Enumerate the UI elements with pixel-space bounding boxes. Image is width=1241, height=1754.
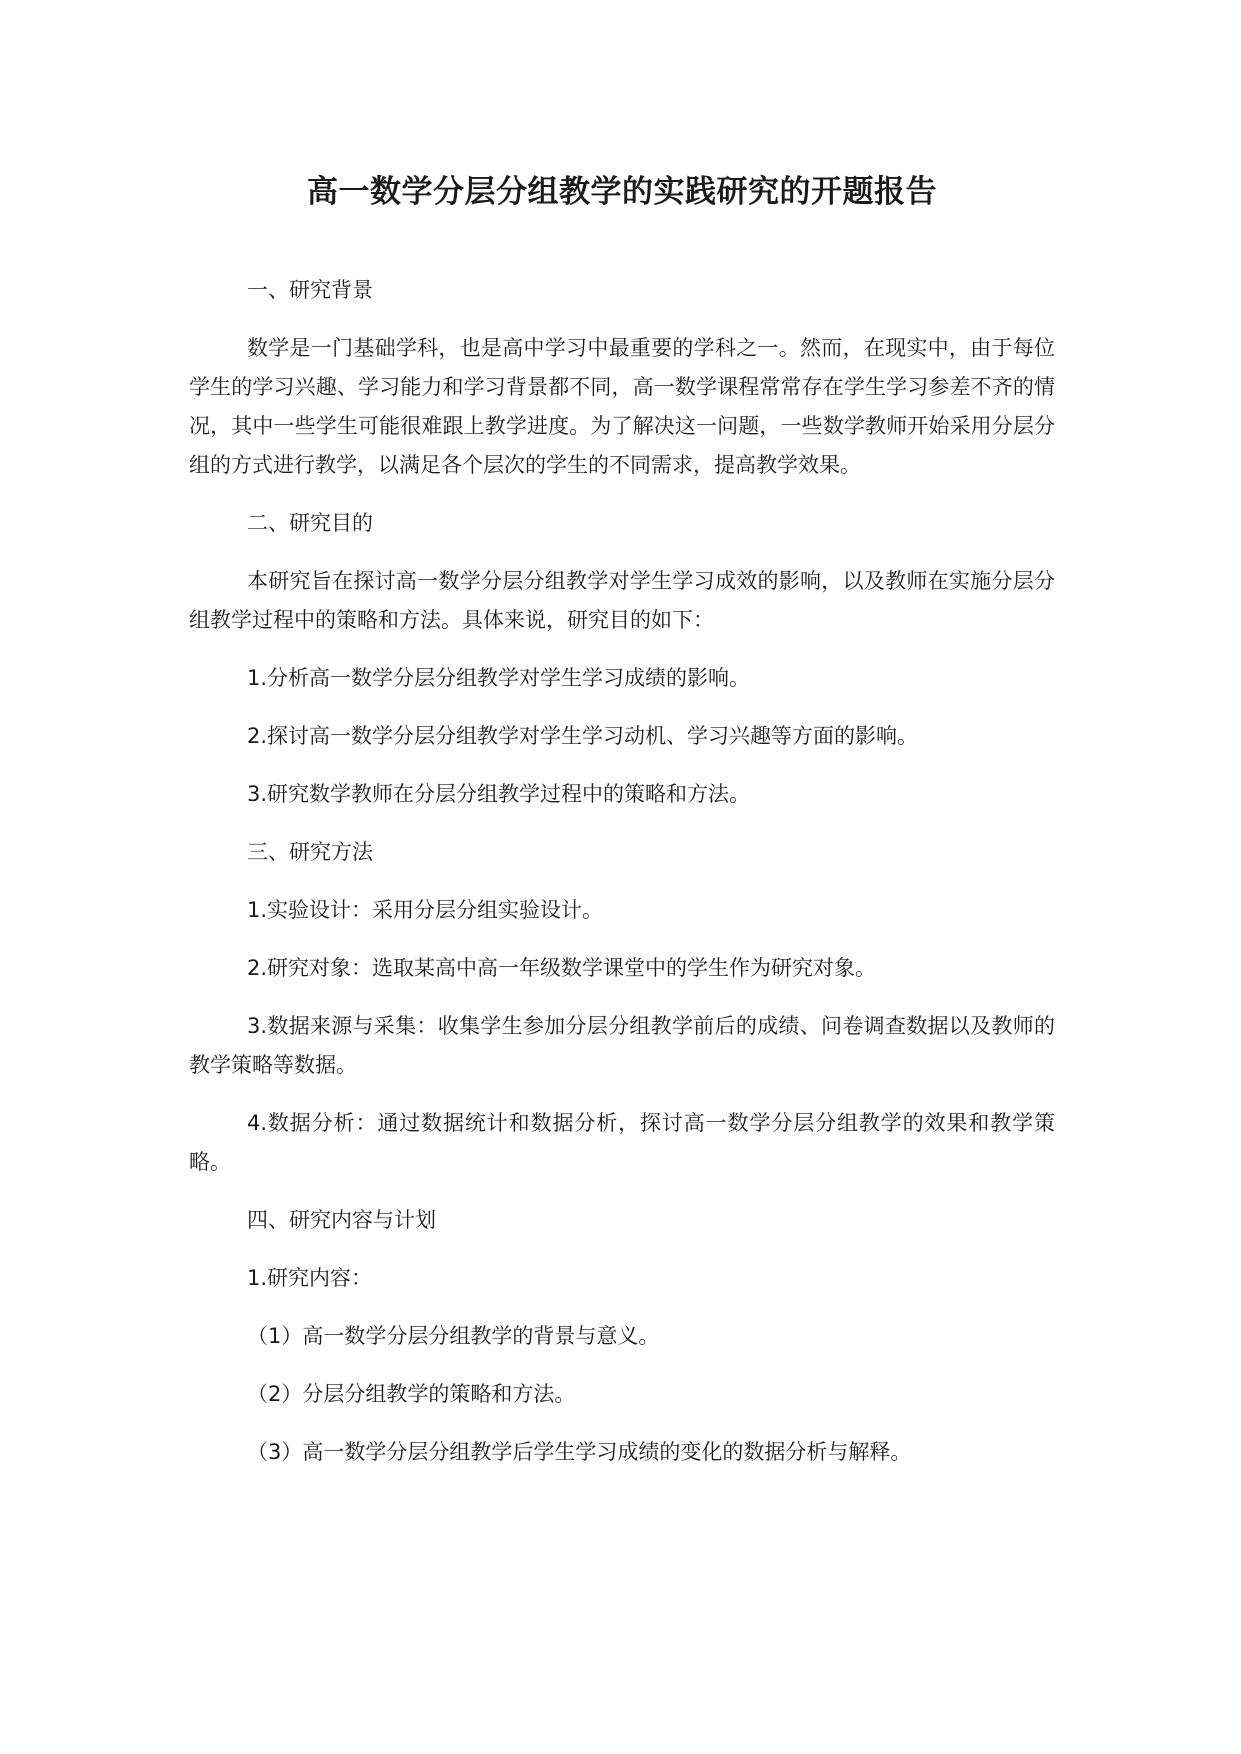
content-subitem-2: （2）分层分组教学的策略和方法。: [247, 1382, 576, 1406]
section-heading-background: 一、研究背景: [247, 278, 373, 302]
document-page: [189, 170, 1055, 1491]
section-heading-content-plan: 四、研究内容与计划: [247, 1208, 436, 1232]
purpose-item-2: 2.探讨高一数学分层分组教学对学生学习动机、学习兴趣等方面的影响。: [247, 724, 919, 748]
paragraph-background: 数学是一门基础学科，也是高中学习中最重要的学科之一。然而，在现实中，由于每位学生的学习兴趣、学习能力和学习背景都不同，高一数学课程常常存在学生学习参差不齐的情况，其中一些学生可能很难跟上教学进度。为了解决这一问题，一些数学教师开始采用分层分组的方式进行教学，以满足各个层次的学生的不同需求，提高教学效果。: [189, 336, 1055, 477]
method-item-2: 2.研究对象：选取某高中高一年级数学课堂中的学生作为研究对象。: [247, 956, 877, 980]
content-subitem-3: （3）高一数学分层分组教学后学生学习成绩的变化的数据分析与解释。: [247, 1440, 912, 1464]
section-heading-purpose: 二、研究目的: [247, 511, 373, 535]
content-item-1: 1.研究内容：: [247, 1266, 373, 1290]
method-item-1: 1.实验设计：采用分层分组实验设计。: [247, 898, 604, 922]
section-heading-method: 三、研究方法: [247, 840, 373, 864]
purpose-item-3: 3.研究数学教师在分层分组教学过程中的策略和方法。: [247, 782, 751, 806]
document-title: 高一数学分层分组教学的实践研究的开题报告: [307, 174, 937, 210]
method-item-4: 4.数据分析：通过数据统计和数据分析，探讨高一数学分层分组教学的效果和教学策略。: [189, 1111, 1055, 1174]
paragraph-purpose: 本研究旨在探讨高一数学分层分组教学对学生学习成效的影响，以及教师在实施分层分组教学过程中的策略和方法。具体来说，研究目的如下：: [189, 569, 1055, 632]
purpose-item-1: 1.分析高一数学分层分组教学对学生学习成绩的影响。: [247, 666, 751, 690]
content-subitem-1: （1）高一数学分层分组教学的背景与意义。: [247, 1324, 660, 1348]
method-item-3: 3.数据来源与采集：收集学生参加分层分组教学前后的成绩、问卷调查数据以及教师的教学策略等数据。: [189, 1014, 1055, 1077]
